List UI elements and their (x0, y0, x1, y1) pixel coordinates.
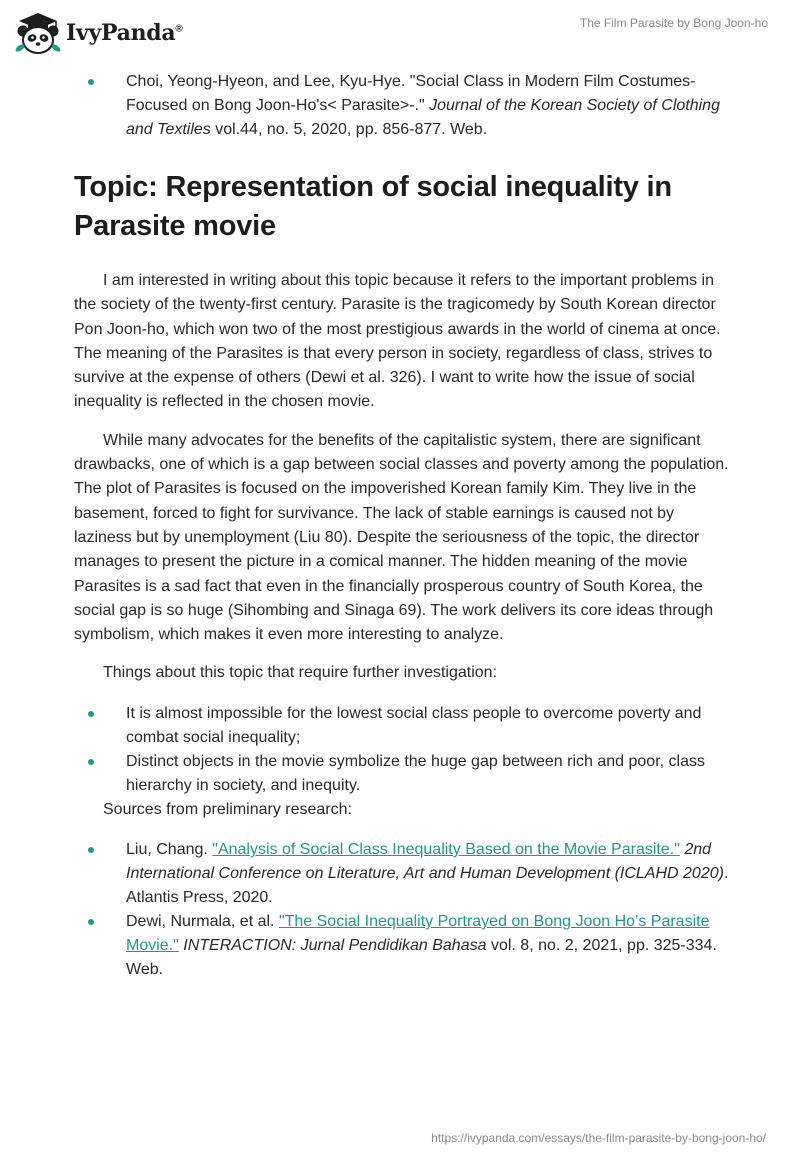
paragraph-intro: I am interested in writing about this topic because it refers to the important problems in the society of the twenty-first century. Parasite is the tragicomedy by South Korean director Pon Joon-ho, which won two of the most prestigious awards in the world of cinema at once. The meaning of the Parasites is that every person in society, regardless of class, strives to survive at the expense of others (Dewi et al. 326). I want to write how the issue of social inequality is reflected in the chosen movie. (74, 272, 721, 411)
bullet-icon (88, 919, 94, 925)
investigation-list (74, 702, 734, 798)
list-item: Choi, Yeong-Hyeon, and Lee, Kyu-Hye. "Social Class in Modern Film Costumes-Focused on Bong Joon-Ho's< Parasite>-." Journal of the Korean Society of Clothing and Textiles vol.44, no. 5, 2020, pp. 856-877. Web. (74, 70, 734, 142)
investigation-label: Things about this topic that require further investigation: (103, 664, 497, 682)
bullet-icon (88, 711, 94, 717)
essay-content (74, 70, 734, 982)
sources-label: Sources from preliminary research: (103, 800, 352, 818)
bullet-icon (88, 79, 94, 85)
logo-text: IvyPanda® (66, 20, 183, 46)
page-header (0, 0, 800, 64)
list-item: It is almost impossible for the lowest social class people to overcome poverty and combat social inequality; (74, 702, 734, 750)
footer-url: https://ivypanda.com/essays/the-film-parasite-by-bong-joon-ho/ (431, 1131, 766, 1145)
document-title: The Film Parasite by Bong Joon-ho (579, 16, 768, 30)
logo[interactable] (12, 10, 182, 56)
topic-heading: Topic: Representation of social inequality in Parasite movie (74, 171, 672, 242)
source-link-dewi[interactable]: "The Social Inequality Portrayed on Bong Joon Ho’s Parasite Movie." (126, 913, 710, 955)
source-link-liu[interactable]: "Analysis of Social Class Inequality Based on the Movie Parasite." (212, 841, 680, 859)
panda-logo-icon (12, 10, 64, 56)
source-item: Liu, Chang. "Analysis of Social Class Inequality Based on the Movie Parasite." 2nd International Conference on Literature, Art and Human Development (ICLAHD 2020). Atlantis Press, 2020. (74, 838, 734, 910)
bullet-icon (88, 759, 94, 765)
top-reference-list (74, 70, 734, 142)
list-item: Distinct objects in the movie symbolize the huge gap between rich and poor, class hierarchy in society, and inequity. (74, 750, 734, 798)
bullet-icon (88, 847, 94, 853)
sources-list (74, 838, 734, 982)
source-item: Dewi, Nurmala, et al. "The Social Inequality Portrayed on Bong Joon Ho’s Parasite Movie." INTERACTION: Jurnal Pendidikan Bahasa vol. 8, no. 2, 2021, pp. 325-334. Web. (74, 910, 734, 982)
paragraph-body: While many advocates for the benefits of the capitalistic system, there are significant drawbacks, one of which is a gap between social classes and poverty among the population. The plot of Parasites is focused on the impoverished Korean family Kim. They live in the basement, forced to fight for survivance. The lack of stable earnings is caused not by laziness but by unemployment (Liu 80). Despite the seriousness of the topic, the director manages to present the picture in a comical manner. The hidden meaning of the movie Parasites is a sad fact that even in the financially prosperous country of South Korea, the social gap is so huge (Sihombing and Sinaga 69). The work delivers its core ideas through symbolism, which makes it even more interesting to analyze. (74, 431, 729, 644)
